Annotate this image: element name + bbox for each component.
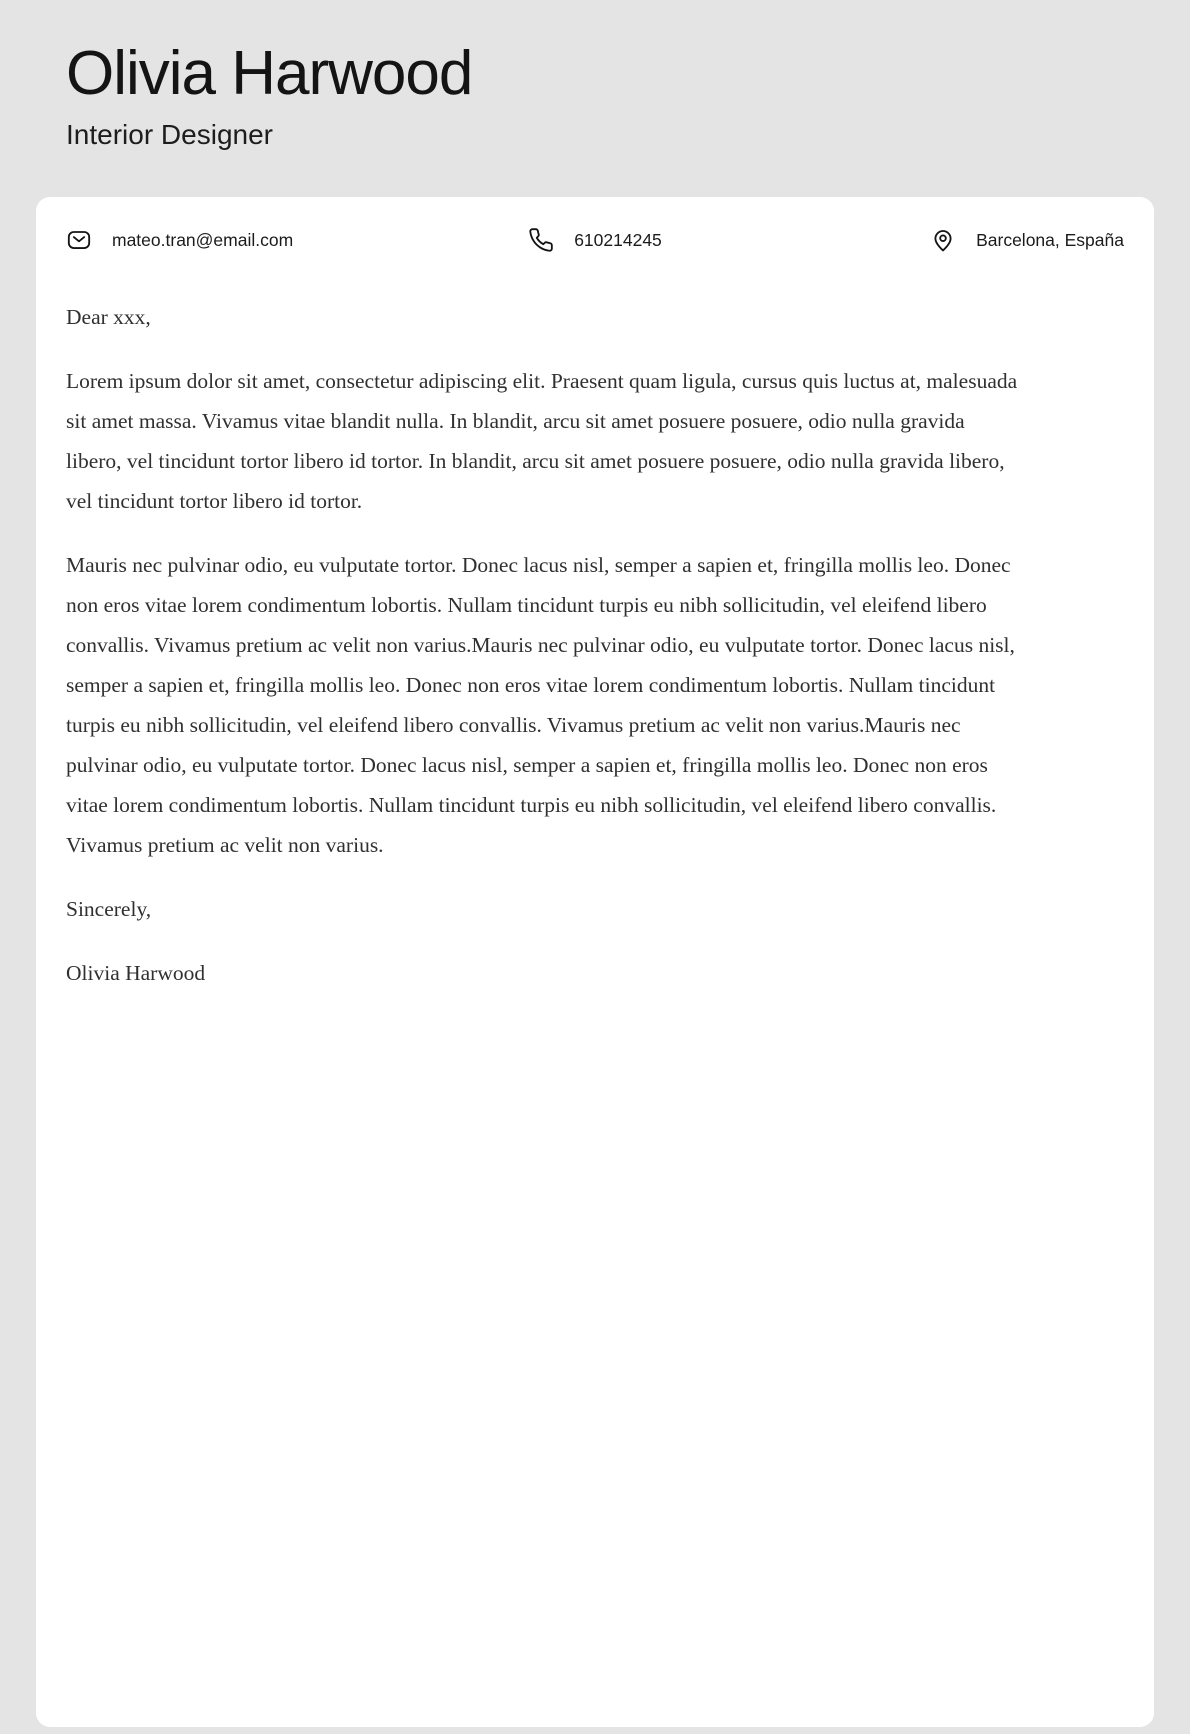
person-name: Olivia Harwood	[66, 39, 473, 108]
contact-email-value: mateo.tran@email.com	[112, 230, 294, 250]
letter-paragraph: Mauris nec pulvinar odio, eu vulputate tortor. Donec lacus nisl, semper a sapien et, fringilla mollis leo. Donec non eros vitae lorem condimentum lobortis. Nullam tincidunt turpis eu nibh sollicitudin, vel eleifend libero convallis. Vivamus pretium ac velit non varius.Mauris nec pulvinar odio, eu vulputate tortor. Donec lacus nisl, semper a sapien et, fringilla mollis leo. Donec non eros vitae lorem condimentum lobortis. Nullam tincidunt turpis eu nibh sollicitudin, vel eleifend libero convallis. Vivamus pretium ac velit non varius.Mauris nec pulvinar odio, eu vulputate tortor. Donec lacus nisl, semper a sapien et, fringilla mollis leo. Donec non eros vitae lorem condimentum lobortis. Nullam tincidunt turpis eu nibh sollicitudin, vel eleifend libero convallis. Vivamus pretium ac velit non varius.	[66, 553, 1015, 857]
mail-icon	[66, 227, 92, 253]
letter-salutation: Dear xxx,	[66, 305, 151, 329]
map-pin-icon	[930, 227, 956, 253]
contact-location	[930, 227, 1124, 253]
contact-row	[66, 227, 1124, 253]
letter-paragraph: Lorem ipsum dolor sit amet, consectetur adipiscing elit. Praesent quam ligula, cursus quis luctus at, malesuada sit amet massa. Vivamus vitae blandit nulla. In blandit, arcu sit amet posuere posuere, odio nulla gravida libero, vel tincidunt tortor libero id tortor. In blandit, arcu sit amet posuere posuere, odio nulla gravida libero, vel tincidunt tortor libero id tortor.	[66, 369, 1018, 513]
letter-body	[66, 297, 1018, 993]
document-header	[0, 0, 1190, 152]
contact-email	[66, 227, 419, 253]
contact-location-value: Barcelona, España	[976, 230, 1124, 250]
person-role: Interior Designer	[66, 119, 273, 150]
contact-phone	[528, 227, 662, 253]
letter-card	[36, 197, 1154, 1727]
letter-signature: Olivia Harwood	[66, 961, 206, 985]
letter-closing: Sincerely,	[66, 897, 152, 921]
phone-icon	[528, 227, 554, 253]
contact-phone-value: 610214245	[574, 230, 662, 250]
